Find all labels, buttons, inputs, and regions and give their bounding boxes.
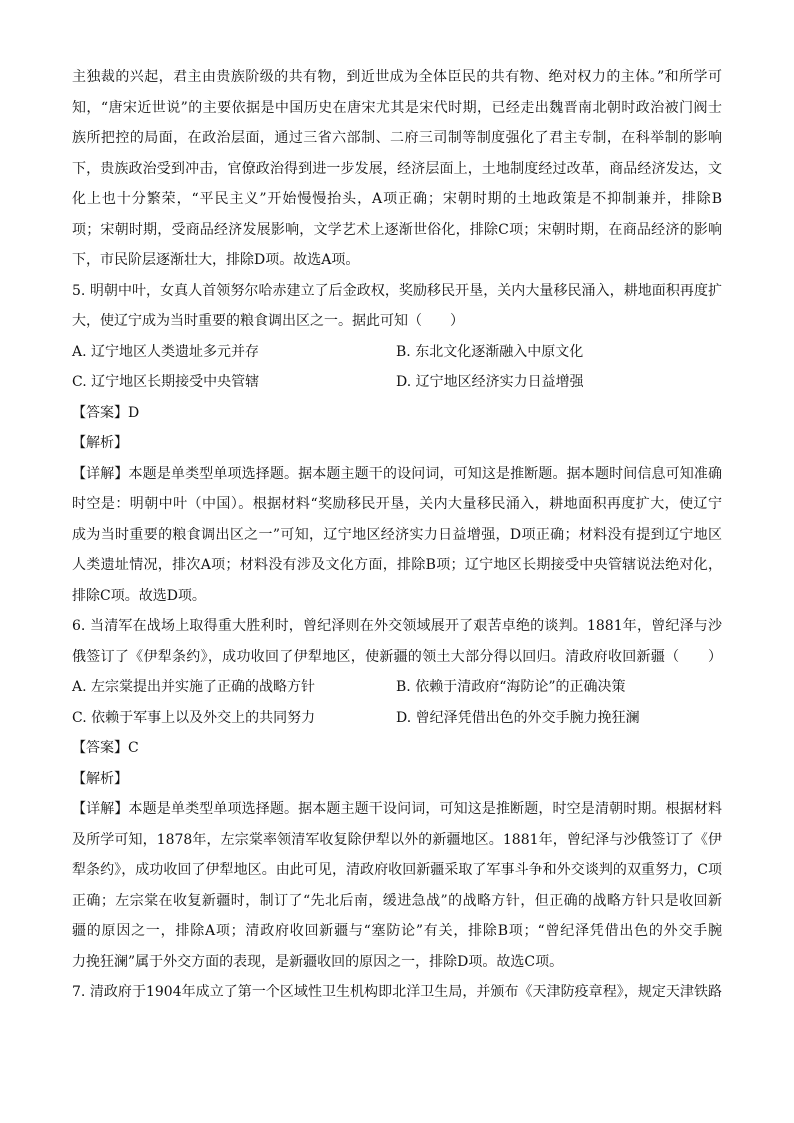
detail-line: 力挽狂澜”属于外交方面的表现，是新疆收回的原因之一，排除D项。故选C项。 bbox=[72, 953, 564, 970]
text-line: 项；宋朝时期，受商品经济发展影响，文学艺术上逐渐世俗化，排除C项；宋朝时期，在商品经济的影响 bbox=[72, 221, 722, 238]
text-line: 主独裁的兴起，君主由贵族阶级的共有物，到近世成为全体臣民的共有物、绝对权力的主体。”和所学可 bbox=[72, 69, 722, 85]
options-row bbox=[72, 672, 722, 703]
option-d: D. 曾纪泽凭借出色的外交手腕力挽狂澜 bbox=[396, 709, 640, 726]
detail-tag: 【详解】 bbox=[72, 465, 129, 482]
option-d: D. 辽宁地区经济实力日益增强 bbox=[396, 374, 584, 390]
answer-tag: 【答案】 bbox=[72, 404, 128, 421]
question-stem: 5. 明朝中叶，女真人首领努尔哈赤建立了后金政权，奖励移民开垦，关内大量移民涌入，耕地面积再度扩 bbox=[72, 282, 722, 299]
detail-tag: 【详解】 bbox=[72, 801, 129, 817]
question-stem: 6. 当清军在战场上取得重大胜利时，曾纪泽则在外交领域展开了艰苦卓绝的谈判。1881年，曾纪泽与沙 bbox=[72, 618, 722, 634]
text-line: 下，贵族政治受到冲击，官僚政治得到进一步发展，经济层面上，土地制度经过改革，商品经济发达，文 bbox=[72, 160, 722, 177]
option-b: B. 东北文化逐渐融入中原文化 bbox=[396, 343, 584, 360]
question-7 bbox=[72, 977, 722, 1008]
options-row bbox=[72, 337, 722, 368]
options-row bbox=[72, 367, 722, 398]
answer-value: D bbox=[128, 404, 140, 421]
detail-text: 本题是单类型单项选择题。据本题主题干设问词，可知这是推断题，时空是清朝时期。根据材料 bbox=[128, 801, 722, 817]
question-stem: 大，使辽宁成为当时重要的粮食调出区之一。据此可知（ ） bbox=[72, 313, 464, 329]
answer-tag: 【答案】 bbox=[72, 740, 128, 756]
text-line: 族所把控的局面，在政治层面，通过三省六部制、二府三司制等制度强化了君主专制，在科举制的影响 bbox=[72, 130, 722, 146]
options-row bbox=[72, 703, 722, 734]
answer-line bbox=[72, 398, 722, 429]
detail-line: 排除C项。故选D项。 bbox=[72, 587, 206, 604]
detail-line: 人类遗址情况，排次A项；材料没有涉及文化方面，排除B项；辽宁地区长期接受中央管辖说法绝对化， bbox=[72, 557, 722, 573]
text-line: 知，“唐宋近世说”的主要依据是中国历史在唐宋尤其是宋代时期，已经走出魏晋南北朝时政治被门阀士 bbox=[72, 99, 722, 116]
detail-line: 正确；左宗棠在收复新疆时，制订了“先北后南，缓进急战”的战略方针，但正确的战略方针只是收回新 bbox=[72, 892, 722, 909]
q4-analysis-tail bbox=[72, 62, 722, 276]
text-line: 下，市民阶层逐渐壮大，排除D项。故选A项。 bbox=[72, 252, 360, 268]
detail-line: 及所学可知，1878年，左宗棠率领清军收复除伊犁以外的新疆地区。1881年，曾纪泽与沙俄签订了《伊 bbox=[72, 831, 722, 848]
detail-line: 犁条约》，成功收回了伊犁地区。由此可见，清政府收回新疆采取了军事斗争和外交谈判的双重努力，C项 bbox=[72, 862, 722, 878]
question-stem: 俄签订了《伊犁条约》，成功收回了伊犁地区，使新疆的领土大部分得以回归。清政府收回新疆（ ） bbox=[72, 648, 722, 665]
analysis-tag: 【解析】 bbox=[72, 435, 128, 451]
option-a: A. 辽宁地区人类遗址多元并存 bbox=[72, 343, 260, 360]
option-b: B. 依赖于清政府“海防论”的正确决策 bbox=[396, 679, 626, 695]
detail-line bbox=[72, 794, 722, 825]
detail-line bbox=[72, 459, 722, 490]
answer-value: C bbox=[128, 740, 139, 756]
detail-line: 成为当时重要的粮食调出区之一”可知，辽宁地区经济实力日益增强，D项正确；材料没有提到辽宁地区 bbox=[72, 526, 722, 543]
option-a: A. 左宗棠提出并实施了正确的战略方针 bbox=[72, 679, 316, 695]
question-6 bbox=[72, 611, 722, 977]
analysis-tag: 【解析】 bbox=[72, 770, 128, 787]
question-5 bbox=[72, 276, 722, 612]
answer-line bbox=[72, 733, 722, 764]
detail-text: 本题是单类型单项选择题。据本题主题干的设问词，可知这是推断题。据本题时间信息可知准确 bbox=[128, 465, 722, 482]
option-c: C. 辽宁地区长期接受中央管辖 bbox=[72, 374, 260, 390]
detail-line: 时空是：明朝中叶（中国）。根据材料“奖励移民开垦，关内大量移民涌入，耕地面积再度扩大，使辽宁 bbox=[72, 496, 722, 512]
option-c: C. 依赖于军事上以及外交上的共同努力 bbox=[72, 709, 316, 726]
detail-line: 疆的原因之一，排除A项；清政府收回新疆与“塞防论”有关，排除B项；“曾纪泽凭借出色的外交手腕 bbox=[72, 923, 722, 939]
question-stem: 7. 清政府于1904年成立了第一个区域性卫生机构即北洋卫生局，并颁布《天津防疫章程》，规定天津铁路 bbox=[72, 984, 722, 1000]
document-page bbox=[72, 62, 722, 1008]
text-line: 化上也十分繁荣，“平民主义”开始慢慢抬头，A项正确；宋朝时期的土地政策是不抑制兼并，排除B bbox=[72, 191, 722, 207]
